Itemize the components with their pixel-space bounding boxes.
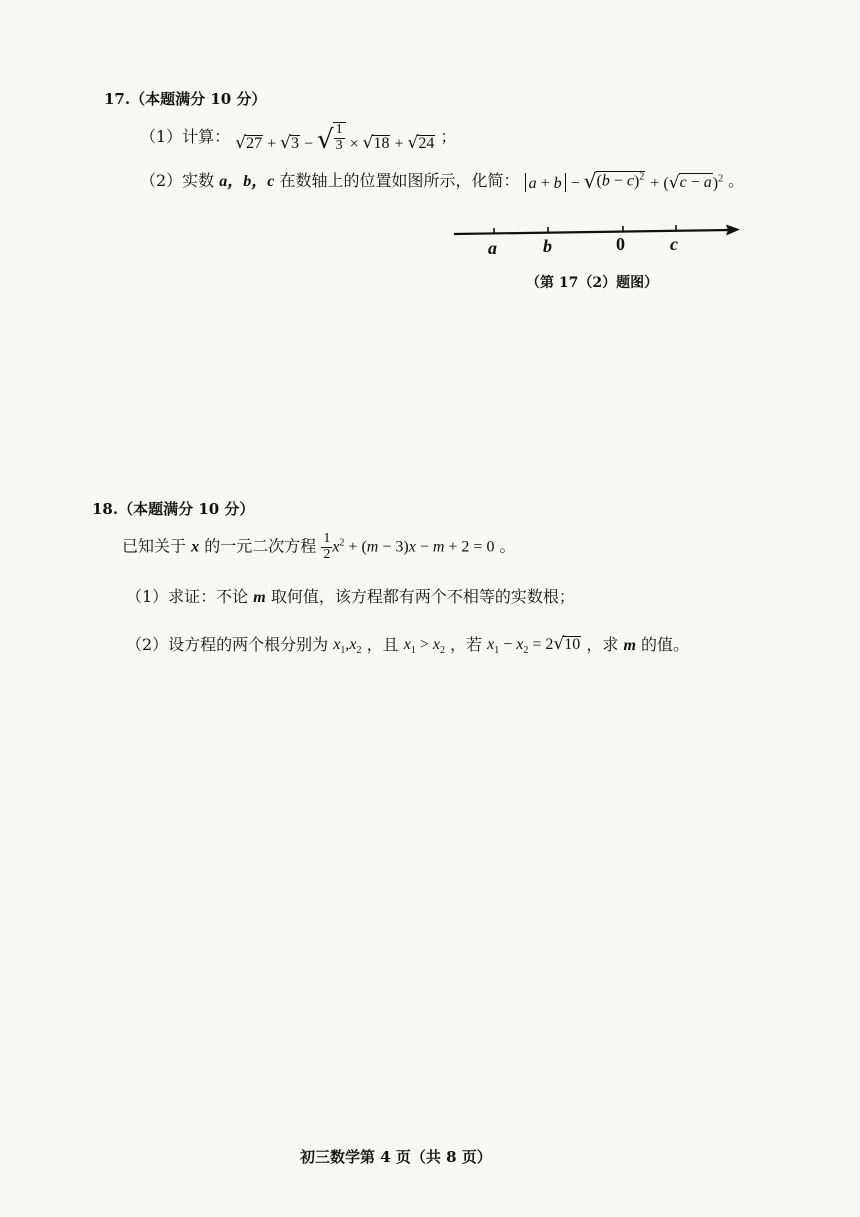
- q18-heading: 18.（本题满分 10 分）: [92, 500, 255, 518]
- q18-intro-var: x: [191, 538, 200, 556]
- q18-part2-mid3: ，求: [586, 635, 619, 654]
- q17-part2-prefix: （2）实数: [140, 171, 215, 190]
- q17-part2-expression: a + b − √ $(b - c)^2$ + ( √ c − a )$^2$: [525, 171, 723, 193]
- number-line-label-a: a: [488, 238, 497, 258]
- number-line-label-b: b: [543, 236, 552, 256]
- q18-part2-var: m: [623, 637, 636, 654]
- q18-intro: [122, 532, 516, 562]
- q18-part2-end: 的值。: [641, 635, 690, 654]
- q18-part2: [126, 632, 689, 657]
- q18-difference: $x_1 - x_2 = 2$ √ 10: [487, 634, 581, 657]
- q17-part1-expression: √ 27 + √ 3 − √ $\frac{1}{3}$ × √ 18 + √ 24: [235, 122, 435, 156]
- figure-caption: （第 17（2）题图）: [526, 275, 659, 291]
- number-line-label-zero: 0: [616, 234, 625, 254]
- page-footer: 初三数学第 4 页（共 8 页）: [300, 1148, 492, 1166]
- q17-part1-prefix: （1）计算：: [140, 127, 231, 147]
- number-line-label-c: c: [670, 234, 678, 254]
- q17-heading: 17.（本题满分 10 分）: [104, 90, 267, 108]
- q17-part1-suffix: ；: [440, 127, 457, 147]
- q17-part2: [140, 168, 744, 193]
- q18-part2-prefix: （2）设方程的两个根分别为: [126, 635, 329, 654]
- q18-intro-suffix: 。: [499, 536, 516, 556]
- q18-equation: $\frac{1}{2}$ $x^2 + (m - 3)x - m + 2 = 0$: [323, 531, 495, 562]
- q18-roots: $x_1,x_2$: [333, 636, 362, 657]
- q17-part1: [140, 122, 457, 156]
- q18-inequality: $x_1 > x_2$: [403, 636, 445, 657]
- q18-part1-var: m: [253, 589, 266, 606]
- q18-part1-prefix: （1）求证：不论: [126, 587, 249, 606]
- q17-part2-suffix: 。: [728, 171, 745, 190]
- number-line-axis: [454, 230, 730, 234]
- number-line-arrow: [726, 225, 740, 236]
- q18-part1-text: 取何值，该方程都有两个不相等的实数根；: [270, 587, 575, 606]
- q18-intro-prefix: 已知关于: [122, 536, 187, 556]
- q18-part1: [126, 584, 575, 607]
- q18-part2-mid2: ，若: [450, 635, 483, 654]
- q17-part2-vars: a，b，c: [219, 173, 275, 190]
- q18-part2-mid1: ，且: [366, 635, 399, 654]
- q17-part2-text: 在数轴上的位置如图所示，化简：: [279, 171, 520, 190]
- q18-intro-mid: 的一元二次方程: [204, 536, 317, 556]
